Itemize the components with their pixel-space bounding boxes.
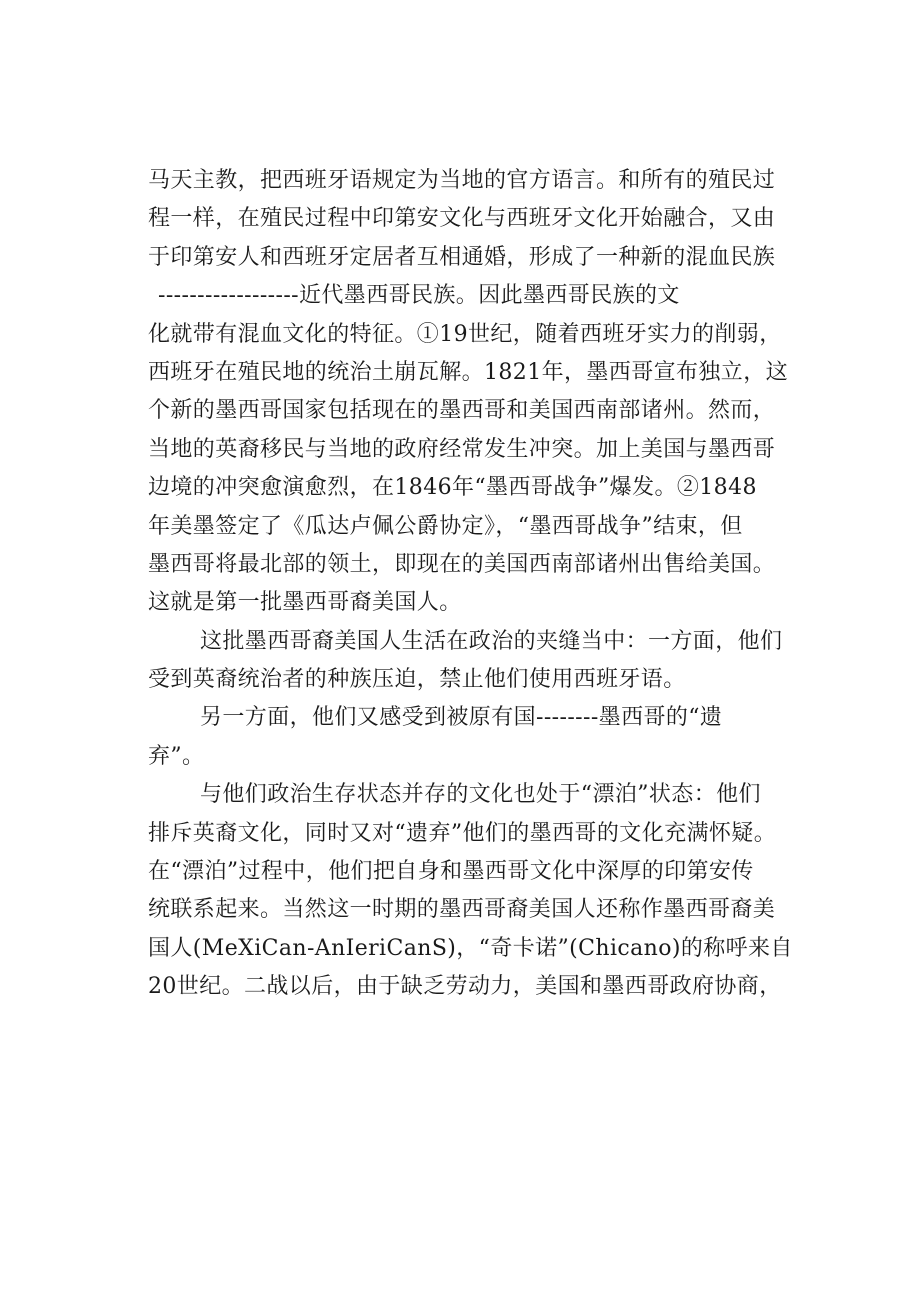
text-line: 排斥英裔文化，同时又对“遗弃”他们的墨西哥的文化充满怀疑。 [148, 820, 777, 846]
body-text [148, 162, 828, 1007]
text-line: 化就带有混血文化的特征。①19世纪，随着西班牙实力的削弱， [148, 321, 782, 347]
text-line: 当地的英裔移民与当地的政府经常发生冲突。加上美国与墨西哥 [148, 436, 776, 462]
text-line: ------------------近代墨西哥民族。因此墨西哥民族的文 [158, 283, 680, 309]
text-line: 边境的冲突愈演愈烈，在1846年“墨西哥战争”爆发。②1848 [148, 475, 757, 501]
text-line: 马天主教，把西班牙语规定为当地的官方语言。和所有的殖民过 [148, 168, 776, 193]
text-line: 墨西哥将最北部的领土，即现在的美国西南部诸州出售给美国。 [148, 551, 776, 577]
text-line: 在“漂泊”过程中，他们把自身和墨西哥文化中深厚的印第安传 [148, 859, 754, 885]
text-line: 统联系起来。当然这一时期的墨西哥裔美国人还称作墨西哥裔美 [148, 897, 776, 923]
text-line: 弃”。 [148, 743, 205, 769]
text-line: 年美墨签定了《瓜达卢佩公爵协定》，“墨西哥战争”结束，但 [148, 513, 743, 539]
paragraph-first-line: 与他们政治生存状态并存的文化也处于“漂泊”状态：他们 [200, 782, 761, 808]
text-line: 个新的墨西哥国家包括现在的墨西哥和美国西南部诸州。然而， [148, 398, 776, 424]
text-line: 这就是第一批墨西哥裔美国人。 [148, 590, 462, 616]
text-line: 程一样，在殖民过程中印第安文化与西班牙文化开始融合，又由 [148, 206, 776, 232]
text-line: 西班牙在殖民地的统治土崩瓦解。1821年，墨西哥宣布独立，这 [148, 359, 788, 385]
paragraph-first-line: 另一方面，他们又感受到被原有国--------墨西哥的“遗 [200, 705, 723, 731]
text-line: 20世纪。二战以后，由于缺乏劳动力，美国和墨西哥政府协商， [148, 974, 782, 1000]
text-line: 于印第安人和西班牙定居者互相通婚，形成了一种新的混血民族 [148, 244, 776, 270]
text-line: 受到英裔统治者的种族压迫，禁止他们使用西班牙语。 [148, 667, 686, 693]
paragraph-first-line: 这批墨西哥裔美国人生活在政治的夹缝当中：一方面，他们 [200, 628, 783, 654]
text-line: 国人(MeXiCan-AnIeriCanS)，“奇卡诺”(Chicano)的称呼来自 [148, 935, 793, 961]
